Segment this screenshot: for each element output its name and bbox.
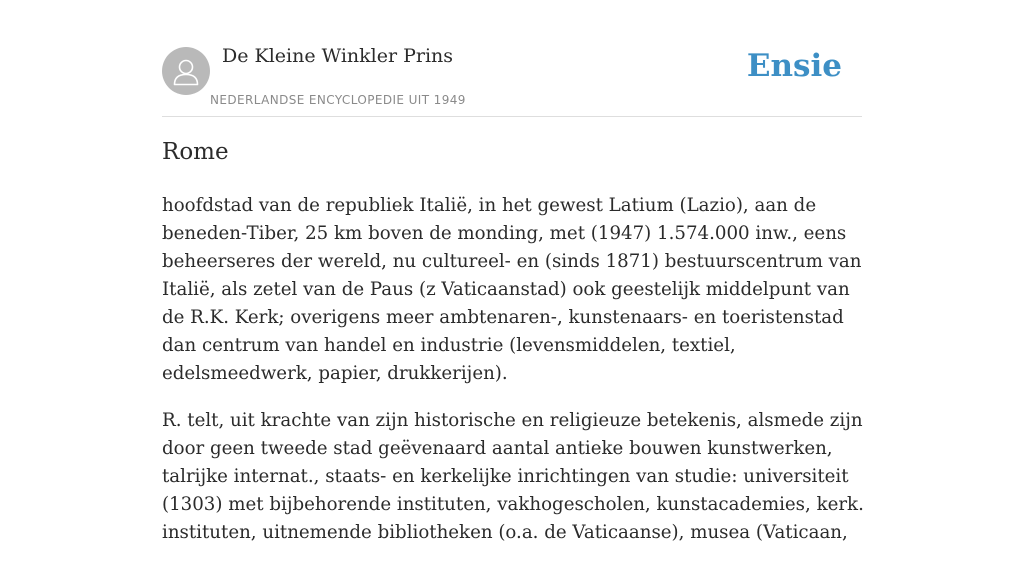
article-body	[162, 192, 868, 566]
ensie-logo-link[interactable]: Ensie	[746, 48, 842, 84]
article-title: Rome	[162, 139, 229, 165]
book-title[interactable]: De Kleine Winkler Prins	[222, 45, 454, 67]
page-header	[162, 0, 862, 117]
avatar[interactable]	[162, 47, 210, 95]
article-paragraph: R. telt, uit krachte van zijn historische en religieuze betekenis, alsmede zijn door geen tweede stad geëvenaard aantal antieke bouwen kunstwerken, talrijke internat., staats- en kerkelijke inrichtingen van studie: universiteit (1303) met bijbehorende instituten, vakhogescholen, kunstacademies, kerk. instituten, uitnemende bibliotheken (o.a. de Vaticaanse), musea (Vaticaan,	[162, 410, 864, 543]
user-silhouette-icon	[162, 47, 210, 95]
book-subtitle: NEDERLANDSE ENCYCLOPEDIE UIT 1949	[210, 93, 466, 107]
article-paragraph: hoofdstad van de republiek Italië, in het gewest Latium (Lazio), aan de beneden-Tiber, 25 km boven de monding, met (1947) 1.574.000 inw., eens beheerseres der wereld, nu cultureel- en (sinds 1871) bestuurscentrum van Italië, als zetel van de Paus (z Vaticaanstad) ook geestelijk middelpunt van de R.K. Kerk; overigens meer ambtenaren-, kunstenaars- en toeristenstad dan centrum van handel en industrie (levensmiddelen, textiel, edelsmeedwerk, papier, drukkerijen).	[162, 195, 862, 384]
